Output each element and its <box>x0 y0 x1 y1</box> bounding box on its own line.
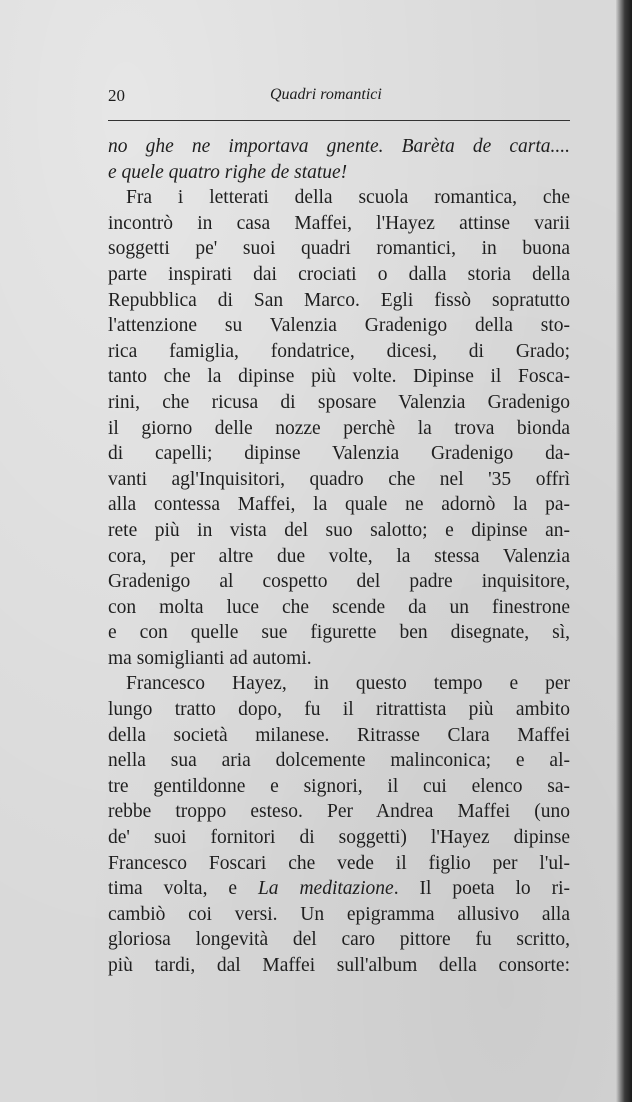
line-segment: e con quelle sue figurette ben disegnate, sì, <box>108 622 570 644</box>
text-line <box>108 902 570 928</box>
text-line <box>108 390 570 416</box>
line-segment: tre gentildonne e signori, il cui elenco sa- <box>108 775 570 797</box>
text-line <box>108 160 570 186</box>
line-segment: Repubblica di San Marco. Egli fissò sopratutto <box>108 289 570 311</box>
text-line <box>108 288 570 314</box>
line-segment: incontrò in casa Maffei, l'Hayez attinse varii <box>108 212 570 234</box>
line-segment: Fra i letterati della scuola romantica, che <box>126 187 570 209</box>
text-line <box>108 236 570 262</box>
text-line <box>108 697 570 723</box>
line-segment: Francesco Foscari che vede il figlio per l'ul- <box>108 852 570 874</box>
text-line <box>108 953 570 979</box>
text-line <box>108 851 570 877</box>
line-segment: rete più in vista del suo salotto; e dipinse an- <box>108 519 570 541</box>
line-segment: rebbe troppo esteso. Per Andrea Maffei (uno <box>108 801 570 823</box>
text-line <box>108 416 570 442</box>
line-segment: no ghe ne importava gnente. Barèta de carta.... <box>108 136 570 157</box>
text-line <box>108 262 570 288</box>
line-segment: più tardi, dal Maffei sull'album della consorte: <box>108 955 570 976</box>
line-segment: alla contessa Maffei, la quale ne adornò la pa- <box>108 494 570 516</box>
line-segment: . Il poeta lo ri- <box>393 878 570 900</box>
line-segment: vanti agl'Inquisitori, quadro che nel '35 offrì <box>108 468 570 490</box>
text-line <box>108 646 570 672</box>
line-segment: cora, per altre due volte, la stessa Valenzia <box>108 545 570 567</box>
text-line <box>108 595 570 621</box>
text-line <box>108 825 570 851</box>
text-line <box>108 518 570 544</box>
line-segment: lungo tratto dopo, fu il ritrattista più ambito <box>108 699 570 721</box>
line-segment: cambiò coi versi. Un epigramma allusivo alla <box>108 903 570 925</box>
text-line <box>108 876 570 902</box>
text-line <box>108 748 570 774</box>
text-line <box>108 185 570 211</box>
line-segment: rica famiglia, fondatrice, dicesi, di Grado; <box>108 340 570 362</box>
text-line <box>108 211 570 237</box>
book-spine-edge <box>616 0 632 1102</box>
line-segment: soggetti pe' suoi quadri romantici, in buona <box>108 238 570 260</box>
line-segment: La meditazione <box>257 878 394 900</box>
line-segment: e quele quatro righe de statue! <box>108 161 348 183</box>
text-line <box>108 313 570 339</box>
header-rule <box>108 120 570 121</box>
text-line <box>108 339 570 365</box>
line-segment: gloriosa longevità del caro pittore fu scritto, <box>108 929 570 951</box>
text-line <box>108 492 570 518</box>
body-text <box>108 134 570 979</box>
text-line <box>108 774 570 800</box>
line-segment: il giorno delle nozze perchè la trova bionda <box>108 417 570 439</box>
line-segment: Francesco Hayez, in questo tempo e per <box>126 673 570 695</box>
line-segment: tanto che la dipinse più volte. Dipinse il Fosca- <box>108 366 570 388</box>
text-line <box>108 723 570 749</box>
line-segment: della società milanese. Ritrasse Clara Maffei <box>108 724 570 746</box>
line-segment: nella sua aria dolcemente malinconica; e al- <box>108 750 570 772</box>
text-line <box>108 441 570 467</box>
running-head <box>108 86 570 108</box>
text-line <box>108 134 570 160</box>
text-line <box>108 671 570 697</box>
line-segment: de' suoi fornitori di soggetti) l'Hayez dipinse <box>108 827 570 849</box>
text-line <box>108 544 570 570</box>
line-segment: Gradenigo al cospetto del padre inquisitore, <box>108 571 570 593</box>
line-segment: con molta luce che scende da un finestrone <box>108 596 570 618</box>
running-title: Quadri romantici <box>270 86 382 103</box>
page-number: 20 <box>108 86 125 105</box>
text-line <box>108 569 570 595</box>
line-segment: parte inspirati dai crociati o dalla storia della <box>108 263 570 285</box>
text-line <box>108 364 570 390</box>
text-line <box>108 620 570 646</box>
line-segment: l'attenzione su Valenzia Gradenigo della sto- <box>108 315 570 337</box>
line-segment: ma somiglianti ad automi. <box>108 647 312 669</box>
text-line <box>108 467 570 493</box>
line-segment: di capelli; dipinse Valenzia Gradenigo da- <box>108 443 570 465</box>
text-line <box>108 927 570 953</box>
text-line <box>108 799 570 825</box>
line-segment: rini, che ricusa di sposare Valenzia Gradenigo <box>108 391 570 413</box>
line-segment: tima volta, e <box>108 878 258 900</box>
